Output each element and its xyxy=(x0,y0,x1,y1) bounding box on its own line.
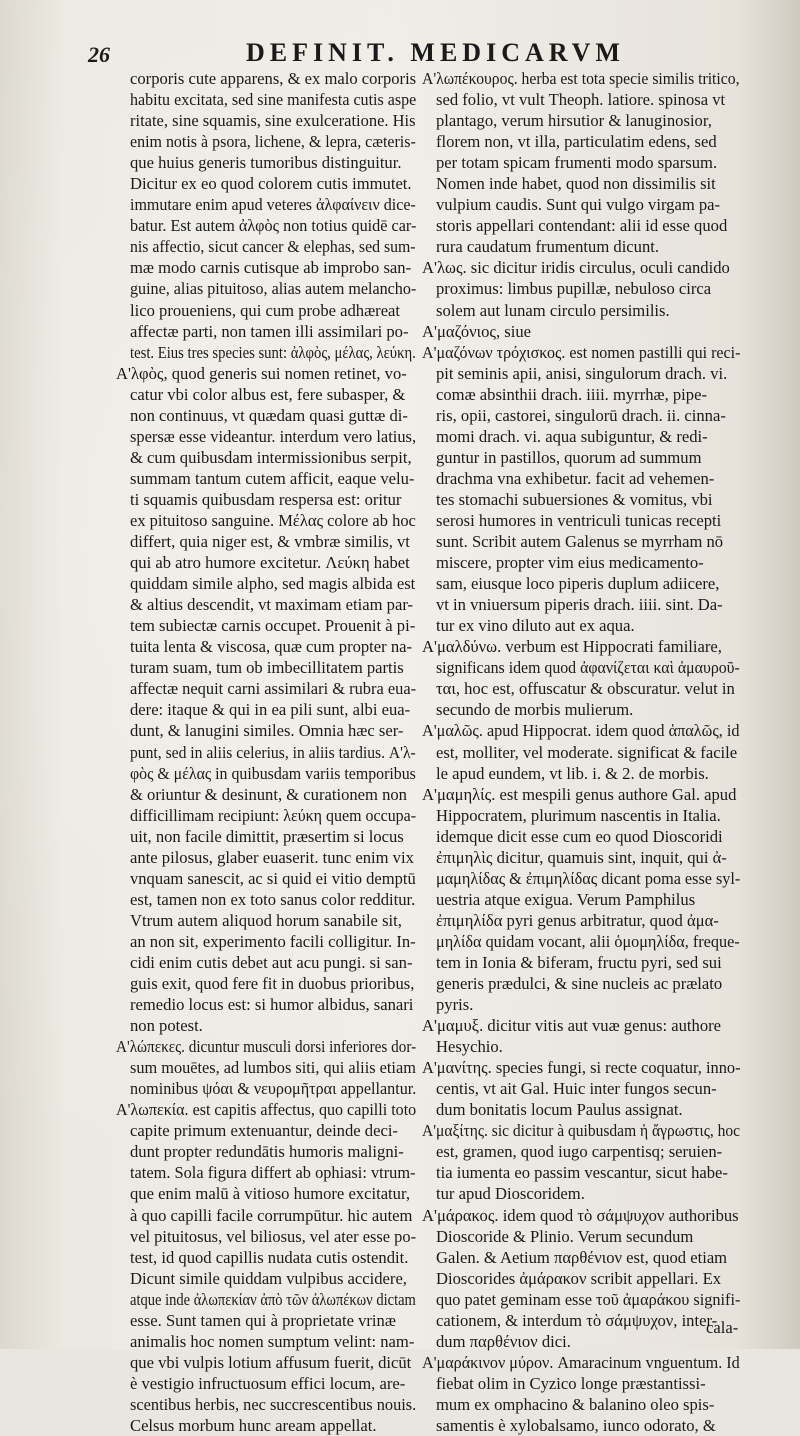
text-line: capite primum extenuantur, deinde deci- xyxy=(130,1121,398,1141)
text-line: cationem, & interdum τὸ σάμψυχον, inter- xyxy=(436,1310,718,1330)
text-line: lico proueniens, qui cum probe adhæreat xyxy=(130,300,401,320)
text-line: tur ex vino diluto aut ex aqua. xyxy=(436,616,635,636)
text-line: remedio locus est: si humor albidus, sanari xyxy=(130,995,414,1015)
text-line: & oriuntur & desinunt, & curationem non xyxy=(130,784,407,804)
text-line: guine, alias pituitoso, alias autem melancho- xyxy=(130,279,417,299)
text-line: Α'λώπεκες. dicuntur musculi dorsi inferiores dor- xyxy=(116,1037,417,1057)
text-line: comæ absinthii drach. iiii. myrrhæ, pipe- xyxy=(436,384,707,404)
text-line: quiddam simile alpho, sed magis albida est xyxy=(130,574,416,594)
text-line: difficillimam recipiunt: λεύκη quem occupa- xyxy=(130,805,417,825)
text-line: centis, vt ait Gal. Huic inter fungos secun- xyxy=(436,1079,717,1099)
text-line: uit, non facile dimittit, præsertim si locus xyxy=(130,826,404,846)
text-line: nominibus ψόαι & νευρομῆτραι appellantur. xyxy=(130,1079,417,1099)
text-line: le apud eundem, vt lib. i. & 2. de morbis. xyxy=(436,763,709,783)
text-line: guis exit, quod fere fit in duobus prioribus, xyxy=(130,974,415,994)
text-line: Α'μαμηλίς. est mespili genus authore Gal. apud xyxy=(422,784,737,804)
text-line: non continuus, vt quædam quasi guttæ di- xyxy=(130,405,408,425)
text-line: habitu excitata, sed sine manifesta cutis aspe xyxy=(130,90,417,110)
text-line: idemque dicit esse cum eo quod Dioscoridi xyxy=(436,826,723,846)
text-line: Α'λωπέκουρος. herba est tota specie similis tritico, xyxy=(422,69,740,88)
text-line: que huius generis tumoribus distinguitur. xyxy=(130,153,402,173)
running-title: DEFINIT. MEDICARVM xyxy=(246,38,625,67)
catchword: cala- xyxy=(706,1318,739,1337)
text-line: φὸς & μέλας in quibusdam variis temporibus xyxy=(130,763,416,783)
text-line: que vbi vulpis lotium affusum fuerit, dicūt xyxy=(130,1352,412,1372)
text-line: Α'μαλδύνω. verbum est Hippocrati familiare, xyxy=(422,637,722,657)
text-line: Α'μαζόνων τρόχισκος. est nomen pastilli qui reci- xyxy=(422,342,741,362)
text-line: solem aut lunam circulo persimilis. xyxy=(436,300,670,320)
text-line: ἐπιμηλὶς dicitur, quamuis sint, inquit, qui ἀ- xyxy=(436,847,727,867)
text-line: cidi enim cutis debet aut acu pungi. si san- xyxy=(130,952,413,972)
text-line: ti squamis quibusdam respersa est: oritur xyxy=(130,489,402,509)
text-line: animalis hoc nomen sumptum velint: nam- xyxy=(130,1331,415,1351)
text-line: punt, sed in aliis celerius, in aliis tardius. Α'λ- xyxy=(130,742,416,762)
text-line: affectæ parti, non tamen illi assimilari po- xyxy=(130,321,409,341)
text-line: dunt propter redundātis humoris maligni- xyxy=(130,1142,404,1162)
text-line: tuita lenta & viscosa, quæ cum propter na- xyxy=(130,637,413,657)
text-line: Dicunt simile quiddam vulpibus accidere, xyxy=(130,1268,407,1288)
text-line: Dioscorides ἀμάρακον scribit appellari. Ex xyxy=(436,1268,722,1288)
text-line: guntur in pastillos, quorum ad summum xyxy=(436,447,702,467)
text-line: test, id quod capillis nudata cutis ostendit. xyxy=(130,1247,409,1267)
text-line: Α'λφὸς, quod generis sui nomen retinet, vo- xyxy=(116,363,407,383)
text-line: test. Eius tres species sunt: ἀλφὸς, μέλας, λεύκη. xyxy=(130,342,416,362)
text-line: differt, quia niger est, & vmbræ similis, vt xyxy=(130,532,410,552)
text-line: & cum quibusdam intermissionibus serpit, xyxy=(130,447,412,467)
text-line: Hippocratem, plurimum nascentis in Italia. xyxy=(436,805,721,825)
text-line: qui ab atro humore excitetur. Λεύκη habet xyxy=(130,553,410,573)
right-text-column xyxy=(422,68,740,1436)
text-line: ται, hoc est, offuscatur & obscuratur. velut in xyxy=(436,679,735,699)
text-line: per totam spicam frumenti modo sparsum. xyxy=(436,153,718,173)
text-line: μαμηλίδας & ἐπιμηλίδας dicant poma esse syl- xyxy=(436,868,741,888)
text-line: an non sit, experimento facili colligitur. In- xyxy=(130,931,416,951)
text-line: batur. Est autem ἀλφὸς non totius quidē car- xyxy=(130,216,417,236)
page-header xyxy=(88,38,728,68)
text-line: est, molliter, vel moderate. significat & facile xyxy=(436,742,738,762)
text-line: & altius descendit, vt maximam etiam par- xyxy=(130,595,414,615)
text-line: est, tamen non ex toto sanus color redditur. xyxy=(130,889,416,909)
text-line: corporis cute apparens, & ex malo corporis xyxy=(130,69,417,88)
text-line: tatem. Sola figura differt ab ophiasi: vtrum- xyxy=(130,1163,416,1183)
text-line: tur apud Dioscoridem. xyxy=(436,1184,585,1204)
text-line: fiebat olim in Cyzico longe præstantissi- xyxy=(436,1373,706,1393)
text-line: Dicitur ex eo quod colorem cutis immutet. xyxy=(130,174,412,194)
text-line: Α'λως. sic dicitur iridis circulus, oculi candido xyxy=(422,258,730,278)
text-line: sunt. Scribit autem Galenus se myrrham nō xyxy=(436,532,724,552)
text-line: Α'μαμυξ. dicitur vitis aut vuæ genus: authore xyxy=(422,1016,722,1036)
text-line: turam suam, tum ob imbecillitatem partis xyxy=(130,658,404,678)
text-line: storis appellari contendant: alii id esse quod xyxy=(436,216,728,236)
text-line: drachma vna exhibetur. facit ad vehemen- xyxy=(436,468,715,488)
text-line: pit seminis apii, anisi, singulorum drach. vi. xyxy=(436,363,728,383)
page-number: 26 xyxy=(88,42,110,67)
text-line: quo patet geminam esse τοῦ ἀμαράκου signifi- xyxy=(436,1289,741,1309)
text-line: catur vbi color albus est, fere subasper, & xyxy=(130,384,406,404)
text-line: summam tantum cutem afficit, eaque velu- xyxy=(130,468,415,488)
text-line: mæ modo carnis cutisque ab improbo san- xyxy=(130,258,412,278)
text-line: sum mouētes, ad lumbos siti, qui aliis etiam xyxy=(130,1058,416,1078)
text-line: nis affectio, sicut cancer & elephas, sed sum- xyxy=(130,237,416,257)
text-line: vel pituitosus, vel biliosus, vel ater esse po- xyxy=(130,1226,417,1246)
text-line: tes stomachi subuersiones & vomitus, vbi xyxy=(436,489,713,509)
text-line: enim notis à psora, lichene, & lepra, cæteris- xyxy=(130,132,416,152)
text-line: Α'λωπεκία. est capitis affectus, quo capilli toto xyxy=(116,1100,417,1120)
text-line: ex pituitoso sanguine. Μέλας colore ab hoc xyxy=(130,510,416,530)
text-line: proximus: limbus pupillæ, nebuloso circa xyxy=(436,279,712,299)
text-line: dunt, & lanugini similes. Omnia hæc ser- xyxy=(130,721,404,741)
text-line: sam, eiusque loco piperis duplum adiicere, xyxy=(436,574,720,594)
text-line: ris, opii, castorei, singulorū drach. ii. cinna- xyxy=(436,405,726,425)
text-line: Celsus morbum hunc aream appellat. xyxy=(130,1416,377,1435)
text-line: Vtrum autem aliquod horum sanabile sit, xyxy=(130,910,402,930)
text-line: Galen. & Aetium παρθένιον est, quod etiam xyxy=(436,1247,728,1267)
text-line: ritate, sine squamis, sine exulceratione. His xyxy=(130,111,416,131)
text-line: scentibus herbis, nec succrescentibus nouis. xyxy=(130,1394,417,1414)
text-line: florem non, vt illa, particulatim edens, sed xyxy=(436,132,717,152)
text-line: Α'μαζόνιος, siue xyxy=(422,321,531,341)
text-line: Α'μανίτης. species fungi, si recte coquatur, inno- xyxy=(422,1058,741,1078)
text-line: Α'μαξίτης. sic dicitur à quibusdam ἡ ἄγρωστις, hoc xyxy=(422,1121,741,1141)
text-line: esse. Sunt tamen qui à proprietate vrinæ xyxy=(130,1310,396,1330)
text-line: Dioscoride & Plinio. Verum secundum xyxy=(436,1226,694,1246)
text-line: vnquam sanescit, ac si quid ei vitio demptū xyxy=(130,868,416,888)
text-line: tem in Ionia & biferam, fructu pyri, sed sui xyxy=(436,952,722,972)
text-line: dum παρθένιον dici. xyxy=(436,1331,571,1351)
text-line: atque inde ἀλωπεκίαν ἀπὸ τῶν ἀλωπέκων dictam xyxy=(130,1289,416,1309)
text-line: pyris. xyxy=(436,995,474,1015)
text-line: mum ex omphacino & balanino oleo spis- xyxy=(436,1394,715,1414)
text-line: dere: itaque & qui in ea pili sunt, albi eua- xyxy=(130,700,411,720)
text-line: Hesychio. xyxy=(436,1037,503,1057)
text-line: Α'μαλῶς. apud Hippocrat. idem quod ἁπαλῶς, id xyxy=(422,721,740,741)
text-line: dum bonitatis locum Paulus assignat. xyxy=(436,1100,683,1120)
text-line: tem subiectæ carnis occupet. Prouenit à pi- xyxy=(130,616,416,636)
text-line: miscere, propter vim eius medicamento- xyxy=(436,553,704,573)
text-line: rura caudatum frumentum dicunt. xyxy=(436,237,660,257)
text-line: non potest. xyxy=(130,1016,203,1036)
text-line: uestria atque exigua. Verum Pamphilus xyxy=(436,889,696,909)
text-line: momi drach. vi. aqua subiguntur, & redi- xyxy=(436,426,708,446)
text-line: Nomen inde habet, quod non dissimilis sit xyxy=(436,174,716,194)
text-line: ante pilosus, glaber euaserit. tunc enim vix xyxy=(130,847,414,867)
text-line: spersæ esse videantur. interdum vero latius, xyxy=(130,426,417,446)
text-line: Α'μαράκινον μύρον. Amaracinum vnguentum. Id xyxy=(422,1352,740,1372)
text-line: à quo capilli facile corrumpūtur. hic autem xyxy=(130,1205,413,1225)
text-line: tia iumenta eo passim vescantur, sicut habe- xyxy=(436,1163,728,1183)
text-line: est, gramen, quod iugo carpentisq; seruien- xyxy=(436,1142,723,1162)
text-line: μηλίδα quidam vocant, alii ὁμομηλίδα, freque- xyxy=(436,931,740,951)
text-line: plantago, verum hirsutior & lanuginosior, xyxy=(436,111,712,131)
text-line: secundo de morbis mulierum. xyxy=(436,700,634,720)
text-line: immutare enim apud veteres ἀλφαίνειν dice- xyxy=(130,195,416,215)
text-line: significans idem quod ἀφανίζεται καὶ ἀμαυροῦ- xyxy=(436,658,740,678)
text-line: samentis è xylobalsamo, iunco odorato, & xyxy=(436,1416,716,1435)
text-line: serosi humores in ventriculi tunicas recepti xyxy=(436,510,722,530)
text-line: que enim malū à vitioso humore excitatur, xyxy=(130,1184,410,1204)
text-line: è vestigio infructuosum effici locum, are- xyxy=(130,1373,406,1393)
text-line: generis prædulci, & sine nucleis ac prælato xyxy=(436,974,723,994)
text-line: affectæ nequit carni assimilari & rubra eua- xyxy=(130,679,417,699)
text-line: vulpium caudis. Sunt qui vulgo virgam pa- xyxy=(436,195,721,215)
text-line: Α'μάρακος. idem quod τὸ σάμψυχον authoribus xyxy=(422,1205,739,1225)
left-text-column xyxy=(116,68,416,1436)
text-line: sed folio, vt vult Theoph. latiore. spinosa vt xyxy=(436,90,726,110)
text-line: ἐπιμηλίδα pyri genus arbitratur, quod ἀμα- xyxy=(436,910,719,930)
text-line: vt in vniuersum piperis drach. iiii. sint. Da- xyxy=(436,595,723,615)
